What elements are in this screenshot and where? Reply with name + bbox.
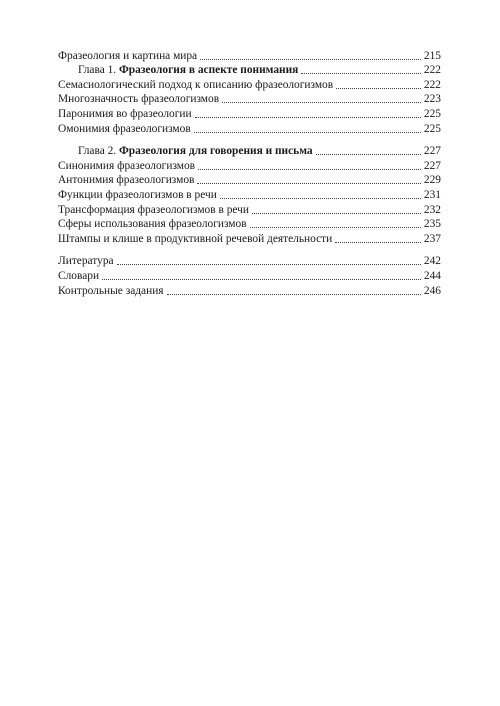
toc-page-number: 229	[423, 174, 441, 187]
toc-dot-leader	[220, 197, 421, 199]
toc-entry-title: Трансформация фразеологизмов в речи	[58, 203, 249, 216]
toc-entry-title: Штампы и клише в продуктивной речевой деятельности	[58, 232, 333, 245]
toc-chapter-title: Фразеология в аспекте понимания	[119, 64, 299, 77]
toc-dot-leader	[197, 182, 420, 184]
toc-dot-leader	[222, 101, 421, 103]
toc-entry-paronymy	[58, 106, 441, 121]
section-gap	[58, 136, 441, 144]
toc-entry-phraseology-worldview	[58, 48, 441, 63]
section-gap	[58, 246, 441, 254]
toc-entry-chapter-2	[58, 144, 441, 159]
toc-dot-leader	[252, 212, 421, 214]
toc-entry-homonymy	[58, 121, 441, 136]
toc-entry-title: Омонимия фразеологизмов	[58, 122, 191, 135]
toc-page-number: 227	[423, 159, 441, 172]
toc-dot-leader	[117, 263, 421, 265]
toc-page-number: 244	[423, 269, 441, 282]
toc-page-number: 235	[423, 218, 441, 231]
toc-page-number: 231	[423, 188, 441, 201]
toc-entry-antonymy	[58, 173, 441, 188]
toc-page-number: 225	[423, 122, 441, 135]
toc-entry-title: Функции фразеологизмов в речи	[58, 188, 217, 201]
toc-entry-chapter-1	[58, 63, 441, 78]
toc-entry-title: Антонимия фразеологизмов	[58, 174, 195, 187]
toc-entry-title: Сферы использования фразеологизмов	[58, 218, 247, 231]
toc-dot-leader	[316, 153, 421, 155]
toc-chapter-heading	[78, 144, 313, 158]
toc-page-number: 246	[423, 284, 441, 297]
toc-entry-synonymy	[58, 158, 441, 173]
toc-chapter-prefix: Глава 1.	[78, 64, 119, 77]
toc-dot-leader	[194, 131, 421, 133]
toc-entry-title: Литература	[58, 255, 114, 268]
toc-page-number: 215	[423, 49, 441, 62]
toc-page-number: 232	[423, 203, 441, 216]
toc-entry-transformation	[58, 202, 441, 217]
toc-page-number: 242	[423, 255, 441, 268]
toc-dot-leader	[336, 87, 421, 89]
toc-entry-stamps-cliches	[58, 231, 441, 246]
toc-dot-leader	[301, 72, 421, 74]
toc-dot-leader	[102, 278, 421, 280]
toc-entry-title: Семасиологический подход к описанию фразеологизмов	[58, 78, 334, 91]
toc-dot-leader	[167, 293, 421, 295]
toc-page-number: 237	[423, 232, 441, 245]
toc-dot-leader	[195, 116, 421, 118]
toc-entry-semasiological-approach	[58, 77, 441, 92]
toc-dot-leader	[335, 241, 421, 243]
toc-page-number: 227	[423, 145, 441, 158]
toc-entry-literature	[58, 254, 441, 269]
toc-entry-title: Фразеология и картина мира	[58, 49, 198, 62]
toc-entry-title: Многозначность фразеологизмов	[58, 93, 220, 106]
toc-page-number: 223	[423, 93, 441, 106]
toc-entry-usage-spheres	[58, 217, 441, 232]
toc-dot-leader	[250, 226, 421, 228]
toc-dot-leader	[200, 58, 421, 60]
toc-entry-dictionaries	[58, 268, 441, 283]
toc-entry-title: Контрольные задания	[58, 284, 164, 297]
toc-entry-control-tasks	[58, 283, 441, 298]
toc-chapter-heading	[78, 63, 298, 77]
toc-dot-leader	[198, 168, 421, 170]
table-of-contents	[58, 48, 441, 298]
toc-page-number: 225	[423, 107, 441, 120]
toc-entry-title: Синонимия фразеологизмов	[58, 159, 196, 172]
toc-entry-polysemy	[58, 92, 441, 107]
toc-page-number: 222	[423, 64, 441, 77]
toc-chapter-title: Фразеология для говорения и письма	[119, 145, 313, 158]
toc-chapter-prefix: Глава 2.	[78, 145, 119, 158]
toc-page-number: 222	[423, 78, 441, 91]
toc-entry-functions	[58, 187, 441, 202]
toc-entry-title: Паронимия во фразеологии	[58, 107, 192, 120]
toc-entry-title: Словари	[58, 269, 100, 282]
